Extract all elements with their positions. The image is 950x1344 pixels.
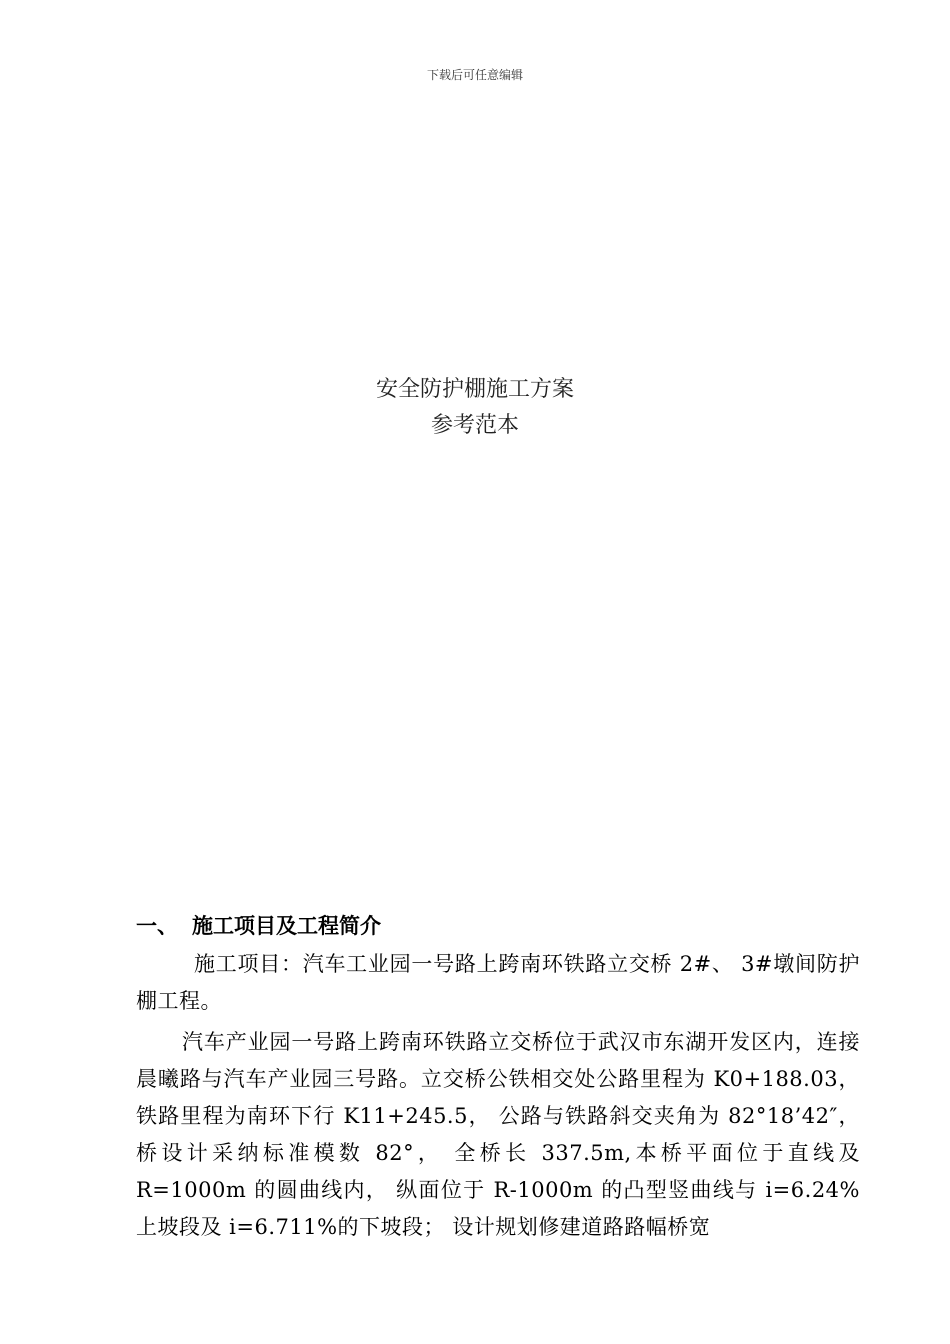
paragraph-project: 施工项目：汽车工业园一号路上跨南环铁路立交桥 2#、 3#墩间防护棚工程。 [136,952,860,1013]
document-title: 安全防护棚施工方案 [375,377,574,402]
page-header-note: 下载后可任意编辑 [426,68,523,82]
cover-title-block [0,372,950,444]
section-title: 施工项目及工程简介 [192,914,381,938]
section-heading [136,910,381,940]
document-subtitle: 参考范本 [430,413,519,438]
paragraph-overview: 汽车产业园一号路上跨南环铁路立交桥位于武汉市东湖开发区内，连接晨曦路与汽车产业园三号路。立交桥公铁相交处公路里程为 K0+188.03， 铁路里程为南环下行 K11+245.5， 公路与铁路斜交夹角为 82°18’42″， 桥设计采纳标准模数 82°， 全桥长 337.5m,本桥平面位于直线及 R=1000m 的圆曲线内， 纵面位于 R-1000m 的凸型竖曲线与 i=6.24%上坡段及 i=6.711%的下坡段； 设计规划修建道路路幅桥宽 [136,1030,860,1239]
section-number: 一、 [136,914,178,938]
